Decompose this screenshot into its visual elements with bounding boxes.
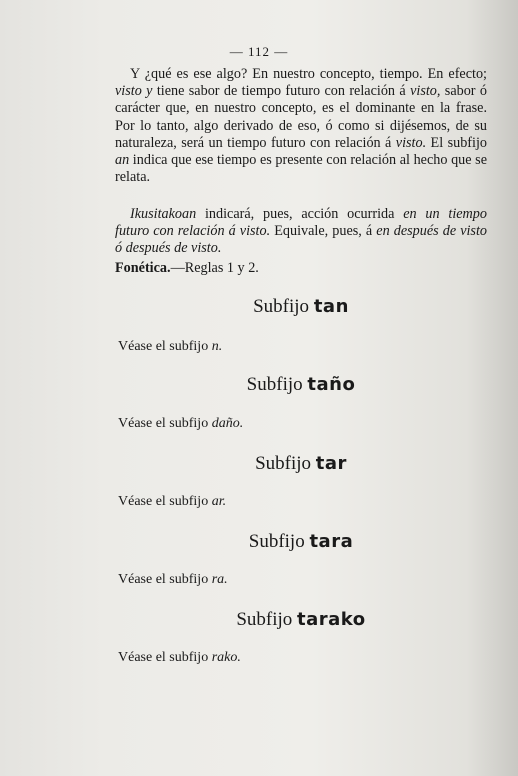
fonetica-line	[115, 260, 487, 277]
text-run: Y ¿qué es ese algo? En nuestro concepto, tiempo. En efecto;	[130, 66, 487, 82]
subfijo-heading	[115, 296, 487, 318]
see-ref: daño.	[211, 416, 244, 431]
heading-prefix: Subfijo	[248, 531, 310, 552]
italic-run: en después de visto ó después de visto.	[115, 223, 487, 257]
italic-run: Ikusitakoan	[130, 206, 197, 222]
see-reference	[118, 494, 226, 510]
see-reference	[118, 650, 241, 666]
see-text: Véase el subfijo	[118, 572, 212, 587]
heading-prefix: Subfijo	[253, 296, 314, 317]
heading-prefix: Subfijo	[246, 374, 308, 395]
see-ref: rako.	[211, 650, 241, 665]
text-run: Equivale, pues, á	[270, 223, 377, 240]
italic-run: an	[115, 152, 130, 169]
heading-prefix: Subfijo	[236, 609, 298, 630]
see-reference	[118, 339, 222, 355]
subfijo-heading	[115, 609, 487, 631]
text-run: indicará, pues, acción ocurrida	[196, 206, 404, 222]
heading-word: tara	[309, 531, 354, 552]
fonetica-rules: —Reglas 1 y 2.	[170, 260, 259, 276]
italic-run: en un tiempo futuro con relación á visto.	[115, 206, 487, 240]
heading-word: taño	[307, 374, 356, 395]
italic-run: visto,	[410, 83, 441, 100]
heading-word: tarako	[297, 609, 366, 630]
see-reference	[118, 572, 228, 588]
heading-word: tan	[313, 296, 349, 317]
italic-run: visto.	[395, 134, 427, 151]
see-text: Véase el subfijo	[118, 339, 212, 354]
fonetica-label: Fonética.	[115, 260, 171, 276]
see-text: Véase el subfijo	[118, 650, 212, 665]
italic-run: visto y	[115, 83, 153, 100]
text-run: tiene sabor de tiempo futuro con relación á	[152, 83, 411, 100]
subfijo-heading	[115, 453, 487, 475]
see-ref: ra.	[211, 572, 228, 587]
see-text: Véase el subfijo	[118, 416, 212, 431]
see-reference	[118, 416, 243, 432]
heading-word: tar	[315, 453, 347, 474]
see-text: Véase el subfijo	[118, 494, 212, 509]
text-run: indica que ese tiempo es presente con relación al hecho que se relata.	[115, 152, 487, 186]
see-ref: ar.	[211, 494, 227, 509]
paragraph-ikusitakoan	[115, 206, 487, 258]
heading-prefix: Subfijo	[255, 453, 316, 474]
text-run: sabor ó carácter que, en nuestro concepto, es el dominante en la frase. Por lo tanto, algo derivado de eso, ó como si dijésemos, de su naturaleza, será un tiempo futuro con relación á	[115, 83, 487, 151]
text-run: El subfijo	[426, 134, 487, 151]
paragraph-main	[115, 66, 487, 186]
see-ref: n.	[211, 339, 223, 354]
subfijo-heading	[115, 531, 487, 553]
subfijo-heading	[115, 374, 487, 396]
page-number: — 112 —	[229, 44, 289, 59]
